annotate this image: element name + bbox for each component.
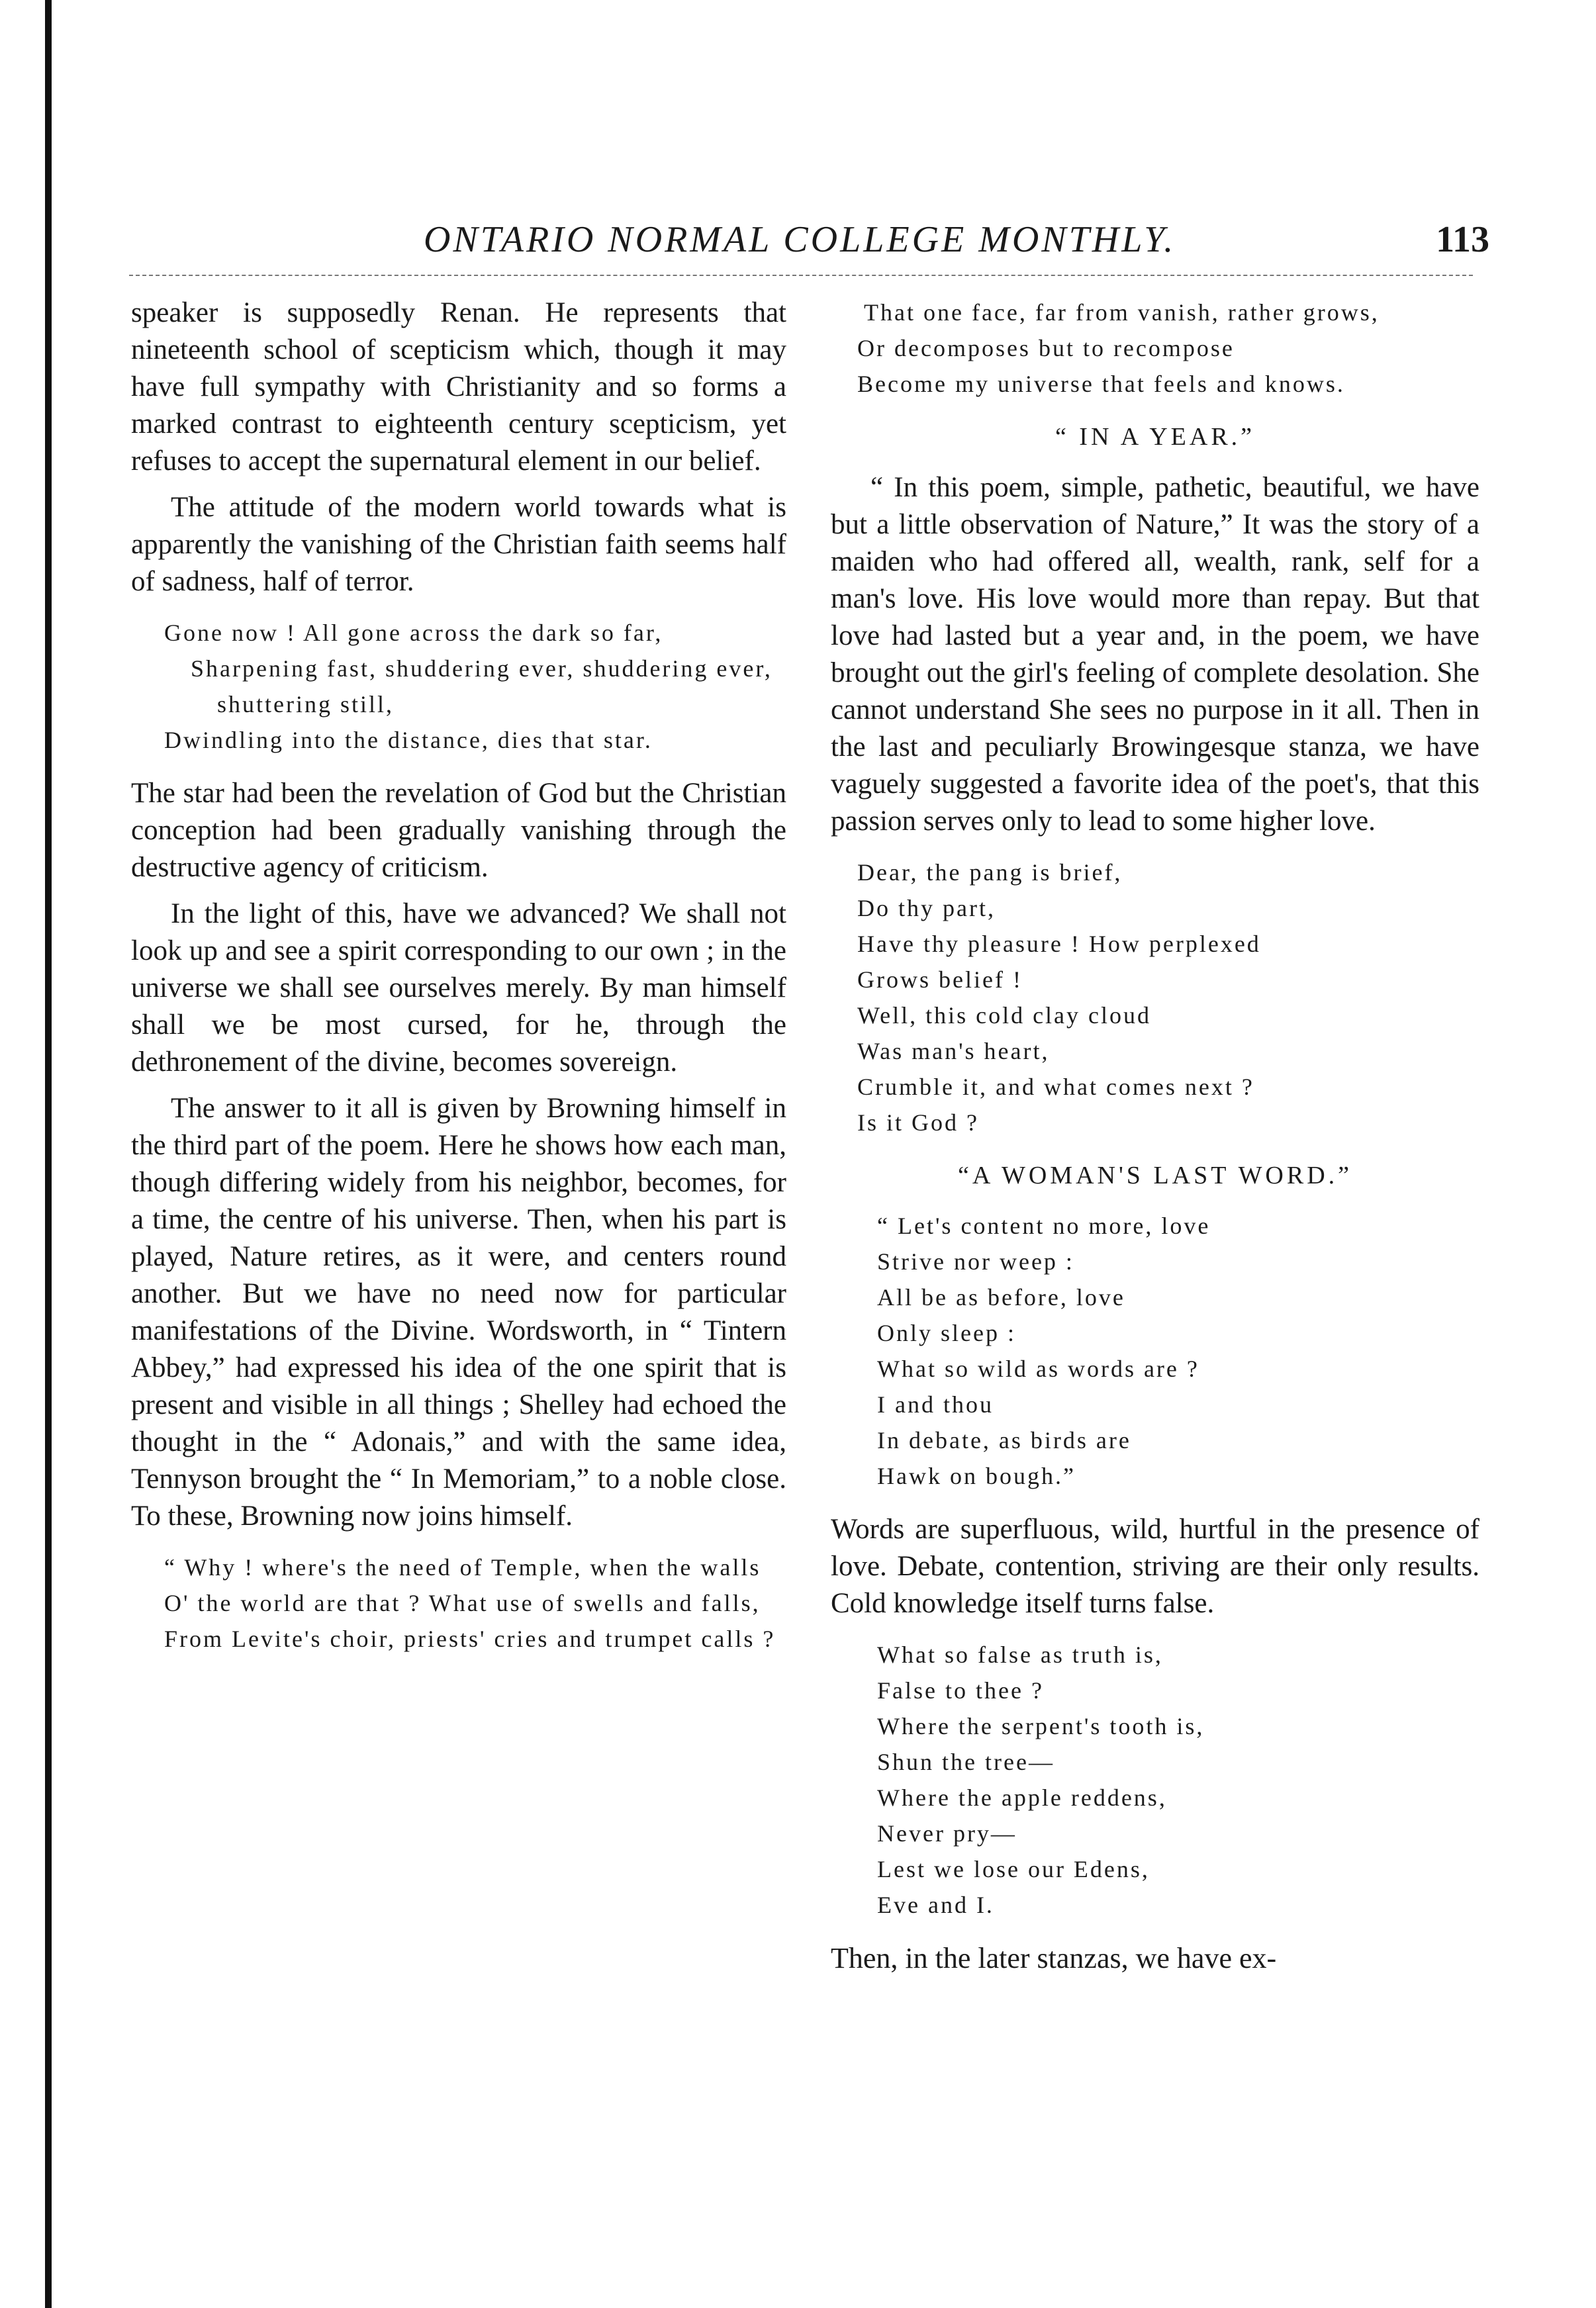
page-number: 113 [1436, 219, 1489, 260]
verse-line: From Levite's choir, priests' cries and trumpet calls ? [164, 1626, 776, 1652]
paragraph-renan: speaker is supposedly Renan. He represents that nineteenth school of scepticism which, though it may have full sympathy with Christianity and so forms a marked contrast to eighteenth century scepticism, yet refuses to accept the supernatural element in our belief. [131, 297, 786, 477]
paragraph-star-revelation: The star had been the revelation of God but the Christian conception had been gradually vanishing through the destructive agency of criticism. [131, 778, 786, 883]
paragraph-later-stanzas: Then, in the later stanzas, we have ex- [831, 1942, 1277, 1974]
paragraph-light: In the light of this, have we advanced? We shall not look up and see a spirit corresponding to our own ; in the universe we shall see ourselves merely. By man himself shall we be most cursed, for he, through the dethronement of the divine, becomes sovereign. [131, 898, 786, 1078]
verse-line: Or decomposes but to recompose [857, 335, 1235, 361]
paragraph-attitude: The attitude of the modern world towards what is apparently the vanishing of the Christian faith seems half of sadness, half of terror. [131, 492, 786, 597]
verse-line: Was man's heart, [857, 1038, 1050, 1064]
verse-line: Is it God ? [857, 1109, 979, 1136]
verse-line: “ Let's content no more, love [877, 1213, 1211, 1239]
page-edge-shadow [45, 0, 52, 2308]
verse-star [131, 615, 786, 758]
verse-line: Crumble it, and what comes next ? [857, 1074, 1254, 1100]
section-heading-womans-last-word: “A WOMAN'S LAST WORD.” [957, 1162, 1353, 1189]
verse-line: Strive nor weep : [877, 1248, 1074, 1275]
verse-what-so-false [831, 1637, 1479, 1923]
verse-line: Grows belief ! [857, 966, 1023, 993]
verse-line: What so false as truth is, [877, 1641, 1163, 1668]
verse-line: Where the apple reddens, [877, 1784, 1167, 1811]
verse-line: Lest we lose our Edens, [877, 1856, 1150, 1882]
verse-line: All be as before, love [877, 1284, 1125, 1311]
running-title: ONTARIO NORMAL COLLEGE MONTHLY. [424, 219, 1176, 260]
left-column [131, 295, 786, 1674]
verse-line: Eve and I. [877, 1892, 994, 1918]
right-column [831, 295, 1479, 1986]
verse-line: In debate, as birds are [877, 1427, 1131, 1454]
verse-line: Hawk on bough.” [877, 1463, 1076, 1489]
verse-line: “ Why ! where's the need of Temple, when the walls [164, 1554, 761, 1581]
verse-dear-the-pang [831, 854, 1479, 1140]
verse-one-face [831, 295, 1479, 402]
verse-lets-content [831, 1208, 1479, 1494]
verse-line: Sharpening fast, shuddering ever, shuddering ever, shuttering still, [191, 655, 773, 717]
verse-temple [131, 1549, 786, 1657]
header-rule [129, 275, 1473, 276]
paragraph-answer: The answer to it all is given by Browning himself in the third part of the poem. Here he shows how each man, though differing widely from his neighbor, becomes, for a time, the centre of his universe. Then, when his part is played, Nature retires, as it were, and centers round another. But we have no need now for particular manifestations of the Divine. Wordsworth, in “ Tintern Abbey,” had expressed his idea of the one spirit that is present and visible in all things ; Shelley had echoed the thought in the “ Adonais,” and with the same idea, Tennyson brought the “ In Memoriam,” to a noble close. To these, Browning now joins himself. [131, 1093, 786, 1532]
verse-line: Well, this cold clay cloud [857, 1002, 1152, 1029]
verse-line: Only sleep : [877, 1320, 1016, 1346]
verse-line: Become my universe that feels and knows. [857, 371, 1345, 397]
verse-line: Never pry— [877, 1820, 1017, 1847]
verse-line: Do thy part, [857, 895, 996, 921]
paragraph-in-a-year: “ In this poem, simple, pathetic, beautiful, we have but a little observation of Nature,” It was the story of a maiden who had offered all, wealth, rank, self for a man's love. His love would more than repay. But that love had lasted but a year and, in the poem, we have brought out the girl's feeling of complete desolation. She cannot understand She sees no purpose in it all. Then in the last and peculiarly Browingesque stanza, we have vaguely suggested a favorite idea of the poet's, that this passion serves only to lead to some higher love. [831, 472, 1479, 837]
verse-line: Dwindling into the distance, dies that star. [164, 727, 653, 753]
verse-line: Shun the tree— [877, 1749, 1055, 1775]
section-heading-in-a-year: “ IN A YEAR.” [1055, 423, 1256, 451]
verse-line: Where the serpent's tooth is, [877, 1713, 1205, 1739]
verse-line: Gone now ! All gone across the dark so far, [164, 620, 663, 646]
paragraph-words-superfluous: Words are superfluous, wild, hurtful in the presence of love. Debate, contention, striving are their only results. Cold knowledge itself turns false. [831, 1514, 1479, 1619]
verse-line: O' the world are that ? What use of swells and falls, [164, 1590, 761, 1616]
verse-line: False to thee ? [877, 1677, 1044, 1704]
verse-line: I and thou [877, 1391, 994, 1418]
verse-line: That one face, far from vanish, rather grows, [864, 299, 1380, 326]
verse-line: Dear, the pang is brief, [857, 859, 1123, 886]
verse-line: Have thy pleasure ! How perplexed [857, 931, 1261, 957]
verse-line: What so wild as words are ? [877, 1356, 1199, 1382]
